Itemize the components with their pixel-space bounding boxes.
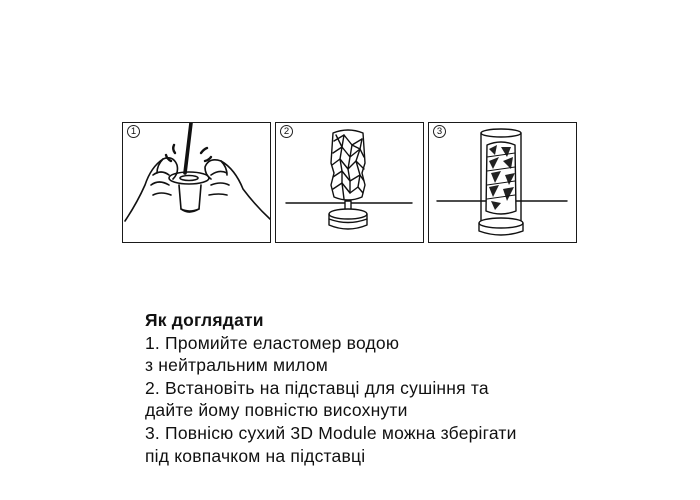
- step-3-illustration: [428, 122, 577, 243]
- step-number-badge: 1: [127, 125, 140, 138]
- storage-cap-drawing: [429, 123, 577, 243]
- instruction-line: дайте йому повністю висохнути: [145, 400, 408, 421]
- step-1-illustration: [122, 122, 271, 243]
- step-number-badge: 3: [433, 125, 446, 138]
- instructions-title: Як доглядати: [145, 310, 264, 330]
- drying-stand-drawing: [276, 123, 424, 243]
- step-2-illustration: [275, 122, 424, 243]
- instruction-line: з нейтральним милом: [145, 355, 328, 376]
- instruction-line: під ковпачком на підставці: [145, 445, 366, 466]
- instruction-line: 3. Повнісю сухий 3D Module можна зберігати: [145, 422, 517, 443]
- instruction-line: 2. Встановіть на підставці для сушіння та: [145, 377, 489, 398]
- instruction-line: 1. Промийте еластомер водою: [145, 332, 400, 353]
- care-instructions: [145, 309, 605, 467]
- step-number-badge: 2: [280, 125, 293, 138]
- washing-hands-drawing: [123, 123, 271, 243]
